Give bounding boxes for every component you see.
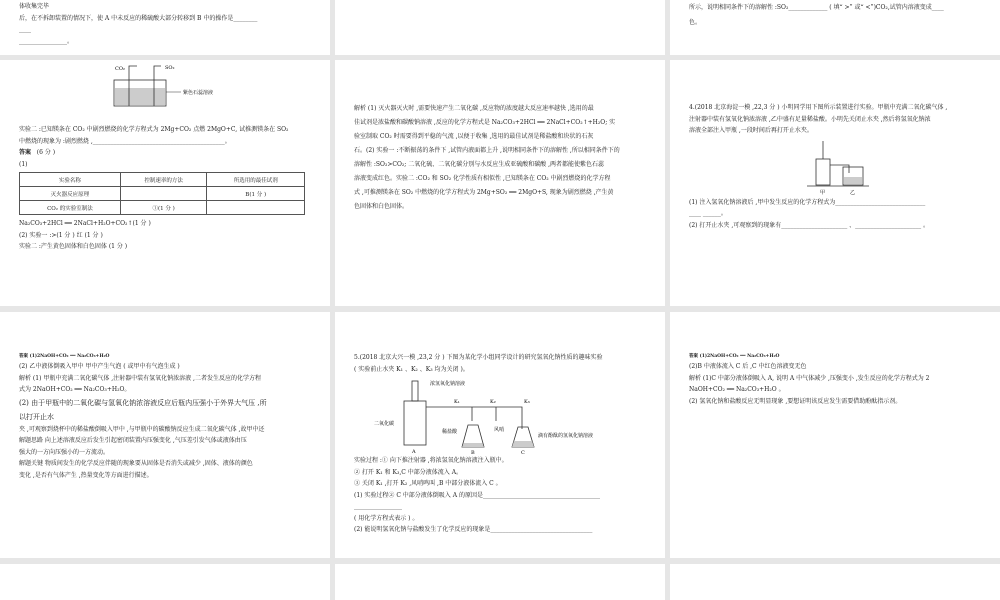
text-line: ________________	[354, 503, 402, 510]
text-line: 4.(2018 北京海淀一模 ,22,3 分 ) 小明同学用下图所示装置进行实验。甲瓶中充满二氧化碳气体 ,	[689, 104, 948, 111]
table-row	[20, 201, 305, 215]
text-line: 色固体和白色固体。	[354, 203, 409, 210]
text-line: 5.(2018 北京大兴一模 ,23,2 分 ) 下图为某化学小组同学设计的研究氢氧化钠性质的趣味实验	[354, 354, 603, 361]
table-row	[20, 173, 305, 187]
syringe-label: 浓氢氧化钠溶液	[430, 381, 466, 387]
phenolphthalein-label: 滴有酚酞的氢氧化钠溶液	[538, 433, 594, 439]
vessel-c-label: C	[521, 450, 525, 455]
table-cell: 控制速率的方法	[120, 173, 207, 187]
page-tile-bottom-left	[0, 564, 330, 600]
page-tile-question-5	[335, 312, 665, 558]
text-line: (2) 实验一 :>(1 分 ) 红 (1 分 )	[19, 231, 103, 239]
text-line: 实验过程 :① 向下推注射器 ,将浓氢氧化钠溶液注入瓶中。	[354, 457, 508, 464]
page-tile-top-middle	[335, 0, 665, 55]
page-tile-bottom-right	[670, 564, 1000, 600]
gas-absorption-figure	[19, 60, 311, 124]
k2-label: K₂	[490, 399, 496, 405]
text-line: 强大的一方向压强小的一方流动。	[19, 448, 110, 456]
bottle-apparatus-figure	[689, 137, 981, 197]
table-row	[20, 187, 305, 201]
text-line: 佳试剂是浓盐酸和碳酸钠溶液 ,反应的化学方程式是 Na₂CO₃+2HCl ══ 2NaCl+CO₂↑+H₂O; 实	[354, 119, 616, 126]
text-line: 中燃烧的现象为 :剧烈燃烧 ,____________________________________________。	[19, 137, 231, 145]
co2-label: CO₂	[115, 66, 125, 72]
text-line: 解题思路 向上述溶液反应后发生引起密闭装置内压强变化 ,气压差引发气体或液体由压	[19, 437, 247, 444]
text-line: (2) 氢氧化钠和盐酸反应无明显现象 ,要想证明该反应发生需要借助酚酞指示剂。	[689, 397, 902, 405]
vessel-b-label: B	[471, 450, 475, 455]
table-cell	[207, 201, 305, 215]
text-line: 溶液全部注入甲瓶 ,一段时间后再打开止水夹。	[689, 127, 813, 134]
text-line: 溶液变成红色。实验二 :CO₂ 和 SO₂ 化学性质有相似性 ,已知镁条在 CO₂ 中剧烈燃烧的化学方程	[354, 175, 611, 182]
k1-label: K₁	[454, 399, 460, 405]
text-line: 实验二 :已知镁条在 CO₂ 中剧烈燃烧的化学方程式为 2Mg+CO₂ 点燃 2MgO+C, 试推测镁条在 SO₂	[19, 126, 289, 133]
text-line: 验室制取 CO₂ 时需要得到平稳的气流 ,以便于收集 ,选用的最佳试剂是稀盐酸和块状的石灰	[354, 133, 594, 140]
text-line: 石。(2) 实验一 :不断振荡的条件下 ,试管内液面都上升 ,说明相同条件下的溶解性 ,所以相同条件下的	[354, 147, 620, 154]
text-line: 答案 (1)2NaOH+CO₂ ══ Na₂CO₃+H₂O	[19, 354, 110, 359]
so2-label: SO₂	[165, 65, 175, 71]
hcl-label: 稀盐酸	[442, 429, 458, 435]
syringe-flask-apparatus-figure	[354, 375, 646, 455]
text-line: ( 用化学方程式表示 ) 。	[354, 514, 419, 522]
text-line: ________________。	[19, 37, 74, 45]
text-line: 后，在不拆卸装置的情况下，使 A 中未反应的稀硫酸大部分转移到 B 中的操作是________	[19, 14, 258, 22]
text-line: 色。	[689, 18, 702, 26]
text-line: ② 打开 K₁ 和 K₃,C 中部分液体流入 A。	[354, 468, 463, 476]
text-line: 实验二 :产生黄色固体和白色固体 (1 分 )	[19, 243, 128, 250]
table-cell: B(1 分 )	[207, 187, 305, 201]
text-line: Na₂CO₃+2HCl ══ 2NaCl+H₂O+CO₂↑(1 分 )	[19, 220, 151, 227]
bottle-jia-label: 甲	[820, 189, 826, 196]
text-line: ____	[19, 26, 31, 33]
answer-label: 答案	[19, 149, 32, 156]
text-line: (1)	[19, 160, 28, 168]
page-tile-analysis	[335, 60, 665, 306]
text-line: ③ 关闭 K₁ ,打开 K₂ ,风哨鸣叫 ,B 中部分液体流入 C 。	[354, 480, 502, 487]
page-tile-answer-4	[0, 312, 330, 558]
text-line: (1) 实验过程② C 中部分液体倒吸入 A 的原因是_______________________________________	[354, 491, 600, 499]
text-line: ( 实验前止水夹 K₁ 、K₂ 、K₃ 均为关闭 )。	[354, 365, 469, 373]
text-line: 解析 (1)C 中部分液体倒吸入 A, 说明 A 中气体减少 ,压强变小 ,发生反应的化学方程式为 2	[689, 374, 930, 382]
text-line: 式 ,可推测镁条在 SO₂ 中燃烧的化学方程式为 2Mg+SO₂ ══ 2MgO+S, 现象为剧烈燃烧 ,产生黄	[354, 189, 614, 196]
text-line: 解题关键 物质间发生的化学反应伴随的现象要从固体是否消失或减少 ,固体、液体的颜色	[19, 460, 253, 467]
text-line: NaOH+CO₂ ══ Na₂CO₃+H₂O 。	[689, 386, 785, 393]
text-line: 溶解性 :SO₂>CO₂; 二氧化硫、二氧化碳分别与水反应生成亚硫酸和碳酸 ,两者都能使紫色石蕊	[354, 161, 605, 168]
table-cell: 所选用的最佳试剂	[207, 173, 305, 187]
text-line: 体收集完毕	[19, 3, 50, 10]
page-tile-bottom-middle	[335, 564, 665, 600]
text-line: (2) 乙中液体倒吸入甲中 甲中产生气泡 ( 或甲中有气泡生成 )	[19, 363, 180, 370]
table-cell: CO₂ 的实验室制法	[20, 201, 121, 215]
text-line: (2) 由于甲瓶中的二氧化碳与氢氧化钠浓溶液反应后瓶内压强小于外界大气压 ,所	[19, 398, 267, 407]
text-line: 解析 (1) 甲瓶中充满二氧化碳气体 ,注射器中装有氢氧化钠浓溶液 ,二者发生反应的化学方程	[19, 374, 261, 382]
beaker-yi-label: 乙	[850, 189, 856, 196]
text-line: (1) 注入氢氧化钠溶液后 ,甲中发生反应的化学方程式为______________________________	[689, 198, 926, 206]
table-cell	[120, 187, 207, 201]
table-cell: ①(1 分 )	[120, 201, 207, 215]
answer-table	[19, 172, 305, 215]
k3-label: K₃	[524, 399, 530, 405]
text-line: 注射器中装有氢氧化钠浓溶液 ,乙中盛有足量稀盐酸。小明先关闭止水夹 ,然后将氢氧化钠浓	[689, 115, 931, 123]
page-tile-answer-5	[670, 312, 1000, 558]
table-cell: 灭火器反应原理	[20, 187, 121, 201]
whistle-label: 风哨	[494, 427, 505, 433]
litmus-label: 紫色石蕊溶液	[183, 90, 214, 96]
text-line: (2)B 中液体流入 C 后 ,C 中红色溶液变无色	[689, 363, 807, 370]
text-line: ____ ______。	[689, 210, 727, 217]
text-line: 式为 2NaOH+CO₂ ══ Na₂CO₃+H₂O。	[19, 386, 131, 393]
text-line: (2) 能说明氢氧化钠与盐酸发生了化学反应的现象是__________________________________	[354, 526, 593, 533]
answer-score: (6 分 )	[36, 149, 56, 156]
text-line: (2) 打开止水夹 ,可观察到的现象有______________________ 、______________________ 。	[689, 221, 930, 229]
text-line: 答案 (1)2NaOH+CO₂ ══ Na₂CO₃+H₂O	[689, 354, 780, 359]
table-cell: 实验名称	[20, 173, 121, 187]
text-line: 解析 (1) 灭火器灭火时 ,需要快速产生二氧化碳 ,反应物的浓度越大反应速率越快 ,选用的最	[354, 105, 594, 112]
text-line: 夹 ,可观察到烧杯中的稀盐酸倒吸入甲中 ,与甲瓶中的碳酸钠反应生成二氧化碳气体 ,故甲中还	[19, 425, 265, 433]
vessel-a-label: A	[412, 449, 416, 455]
text-line: 所示，说明相同条件下的溶解性 :SO₂_____________ ( 填“ >” 或“ <”)CO₂,试管内溶液变成____	[689, 4, 944, 11]
page-tile-top-right	[670, 0, 1000, 55]
page-tile-answer-table	[0, 60, 330, 306]
page-tile-question-4	[670, 60, 1000, 306]
text-line: 以打开止水	[19, 412, 54, 421]
page-tile-top-left	[0, 0, 330, 55]
text-line: 变化 ,是否有气体产生 ,热量变化等方面进行描述。	[19, 471, 153, 479]
co2-label: 二氧化碳	[374, 421, 395, 427]
